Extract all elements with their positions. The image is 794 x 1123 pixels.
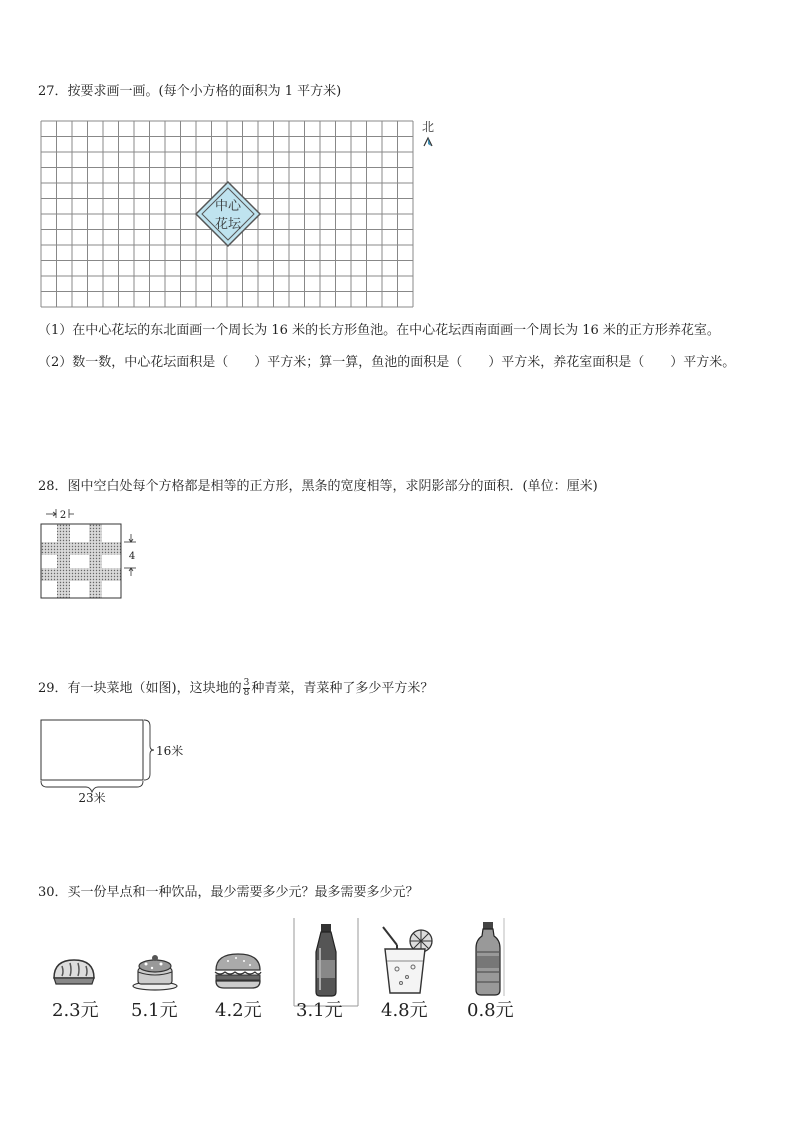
q29-title-after: 种青菜，青菜种了多少平方米？ bbox=[251, 681, 434, 696]
center-garden bbox=[196, 182, 260, 246]
width-dimension bbox=[46, 509, 74, 521]
price-juice: 4.8元 bbox=[381, 1000, 428, 1021]
q30-title: 30．买一份早点和一种饮品，最少需要多少元？最多需要多少元？ bbox=[38, 885, 419, 900]
height-dimension bbox=[124, 534, 136, 576]
price-water: 0.8元 bbox=[467, 1000, 514, 1021]
q27-part1: （1）在中心花坛的东北面画一个周长为 16 米的长方形鱼池。在中心花坛西南面画一个周长为 16 米的正方形养花室。 bbox=[38, 323, 720, 338]
bottom-length-label: 23米 bbox=[78, 791, 106, 805]
q29-title bbox=[38, 679, 433, 698]
horizontal-stripe-2 bbox=[41, 568, 121, 581]
field-rect bbox=[41, 720, 143, 780]
outer-rect bbox=[41, 524, 121, 598]
price-bread: 2.3元 bbox=[52, 1000, 99, 1021]
q27-title: 27．按要求画一画。(每个小方格的面积为 1 平方米) bbox=[38, 84, 342, 99]
q29-title-before: 29．有一块菜地（如图)，这块地的 bbox=[38, 681, 242, 696]
water-bottle-icon bbox=[468, 918, 510, 998]
vertical-stripe-2 bbox=[89, 524, 102, 598]
right-brace bbox=[144, 720, 154, 780]
fraction-numerator: 3 bbox=[243, 678, 250, 688]
q27-grid-figure bbox=[38, 118, 442, 308]
q28-figure bbox=[38, 506, 148, 602]
cake-icon bbox=[130, 950, 180, 992]
q28-title: 28．图中空白处每个方格都是相等的正方形，黑条的宽度相等，求阴影部分的面积．(单位：厘米) bbox=[38, 479, 598, 494]
q27-part2: （2）数一数，中心花坛面积是（ ）平方米；算一算，鱼池的面积是（ ）平方米，养花室面积是（ ）平方米。 bbox=[38, 355, 736, 370]
garden-label-top: 中心 bbox=[214, 199, 242, 214]
bread-icon bbox=[50, 952, 98, 990]
side-length-label: 16米 bbox=[156, 744, 184, 758]
q29-figure bbox=[38, 714, 198, 806]
fraction-denominator: 8 bbox=[243, 688, 250, 698]
q29-fraction bbox=[243, 679, 251, 698]
height-label: 4 bbox=[128, 551, 136, 562]
north-compass bbox=[422, 120, 434, 146]
horizontal-stripe-1 bbox=[41, 542, 121, 555]
hamburger-icon bbox=[212, 950, 264, 992]
north-label: 北 bbox=[421, 120, 435, 134]
juice-cup-icon bbox=[375, 925, 437, 997]
vertical-stripe-1 bbox=[57, 524, 70, 598]
price-hamburger: 4.2元 bbox=[215, 1000, 262, 1021]
width-label: 2 bbox=[59, 510, 67, 521]
price-soda: 3.1元 bbox=[296, 1000, 343, 1021]
price-cake: 5.1元 bbox=[131, 1000, 178, 1021]
garden-label-bottom: 花坛 bbox=[214, 217, 242, 232]
